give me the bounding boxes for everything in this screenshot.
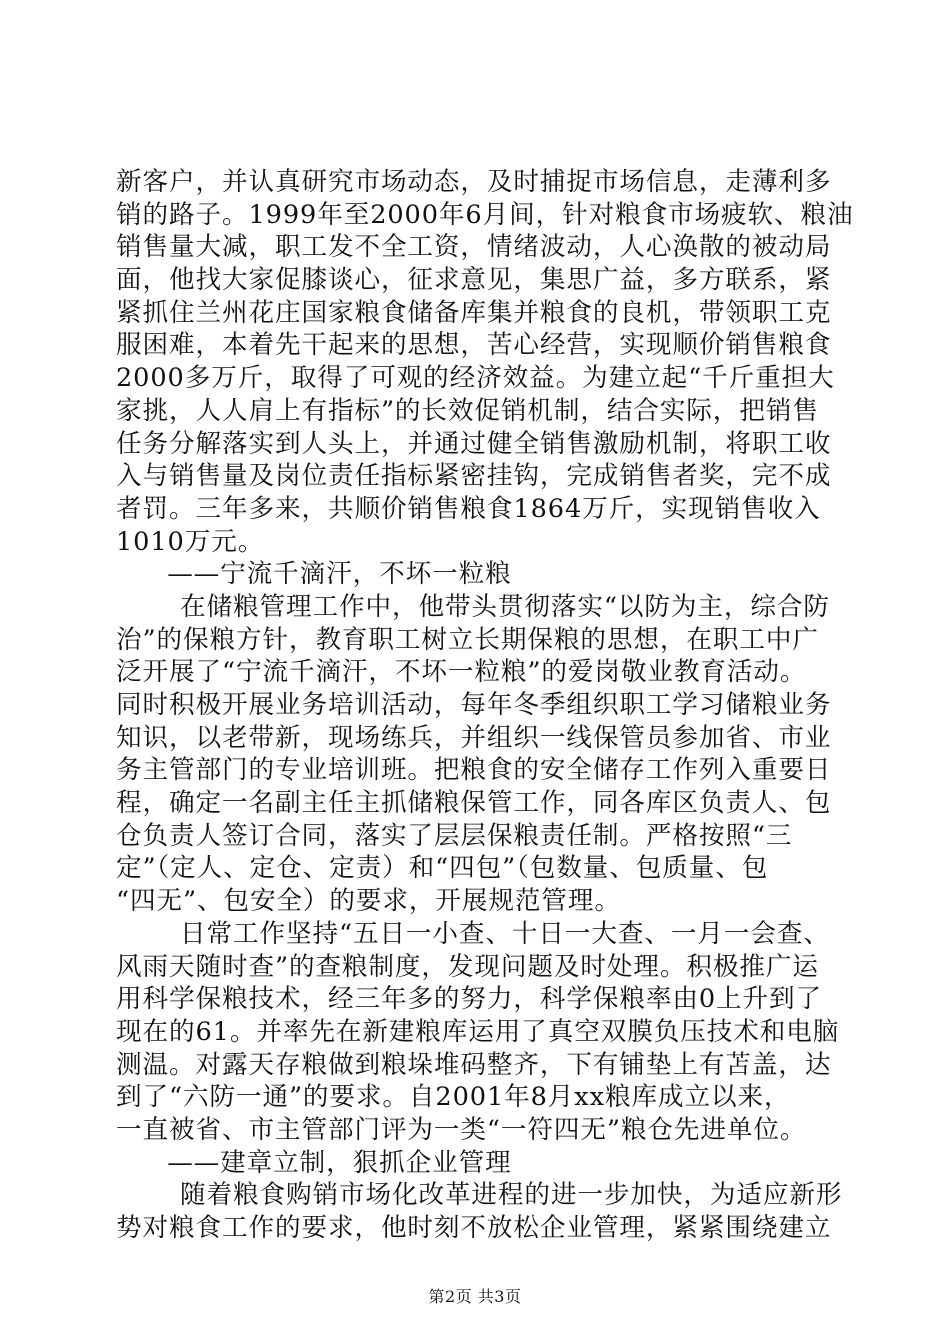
text-line: 现在的61。并率先在新建粮库运用了真空双膜负压技术和电脑 xyxy=(116,1016,840,1047)
page-number-footer: 第2页 共3页 xyxy=(428,1287,522,1306)
text-line: 知识，以老带新，现场练兵，并组织一线保管员参加省、市业 xyxy=(116,722,832,753)
text-line: 务主管部门的专业培训班。把粮食的安全储存工作列入重要日 xyxy=(116,755,832,786)
text-line: 程，确定一名副主任主抓储粮保管工作，同各库区负责人、包 xyxy=(116,788,832,819)
text-line: 定”（定人、定仓、定责）和“四包”（包数量、包质量、包 xyxy=(116,853,769,884)
text-line: 紧抓住兰州花庄国家粮食储备库集并粮食的良机，带领职工克 xyxy=(116,297,832,328)
text-line: ——宁流千滴汗，不坏一粒粮 xyxy=(167,559,512,590)
text-line: 同时积极开展业务培训活动，每年冬季组织职工学习储粮业务 xyxy=(116,690,832,720)
text-line: 新客户，并认真研究市场动态，及时捕捉市场信息，走薄利多 xyxy=(116,167,832,197)
text-line: 销售量大减，职工发不全工资，情绪波动，人心涣散的被动局 xyxy=(116,232,832,263)
text-line: 者罚。三年多来，共顺价销售粮食1864万斤，实现销售收入 xyxy=(116,493,821,524)
text-line: 入与销售量及岗位责任指标紧密挂钩，完成销售者奖，完不成 xyxy=(116,461,832,492)
text-line: 在储粮管理工作中，他带头贯彻落实“以防为主，综合防 xyxy=(180,591,830,622)
text-line: 任务分解落实到人头上，并通过健全销售激励机制，将职工收 xyxy=(116,428,832,459)
text-line: 用科学保粮技术，经三年多的努力，科学保粮率由0上升到了 xyxy=(116,984,823,1015)
text-line: 面，他找大家促膝谈心，征求意见，集思广益，多方联系，紧 xyxy=(116,265,832,296)
text-line: 仓负责人签订合同，落实了层层保粮责任制。严格按照“三 xyxy=(116,820,793,851)
text-line: 2000多万斤，取得了可观的经济效益。为建立起“千斤重担大 xyxy=(116,363,835,394)
text-line: 销的路子。1999年至2000年6月间，针对粮食市场疲软、粮油 xyxy=(116,199,854,230)
text-line: 势对粮食工作的要求，他时刻不放松企业管理，紧紧围绕建立 xyxy=(116,1213,832,1243)
text-line: 随着粮食购销市场化改革进程的进一步加快，为适应新形 xyxy=(180,1180,843,1211)
text-line: 测温。对露天存粮做到粮垛堆码整齐，下有铺垫上有苫盖，达 xyxy=(116,1049,832,1080)
text-line: 治”的保粮方针，教育职工树立长期保粮的思想，在职工中广 xyxy=(116,624,819,655)
text-line: 风雨天随时查”的查粮制度，发现问题及时处理。积极推广运 xyxy=(116,951,819,982)
text-line: ——建章立制，狠抓企业管理 xyxy=(167,1147,512,1178)
text-line: 家挑，人人肩上有指标”的长效促销机制，结合实际，把销售 xyxy=(116,395,819,426)
text-line: 到了“六防一通”的要求。自2001年8月xx粮库成立以来， xyxy=(116,1082,791,1113)
document-body xyxy=(116,166,854,1245)
text-line: 日常工作坚持“五日一小查、十日一大查、一月一会查、 xyxy=(180,918,830,949)
text-line: “四无”、包安全）的要求，开展规范管理。 xyxy=(116,886,621,917)
text-line: 1010万元。 xyxy=(116,526,265,557)
text-line: 服困难，本着先干起来的思想，苦心经营，实现顺价销售粮食 xyxy=(116,330,832,361)
text-line: 一直被省、市主管部门评为一类“一符四无”粮仓先进单位。 xyxy=(116,1114,807,1145)
text-line: 泛开展了“宁流千滴汗，不坏一粒粮”的爱岗敬业教育活动。 xyxy=(116,657,807,688)
